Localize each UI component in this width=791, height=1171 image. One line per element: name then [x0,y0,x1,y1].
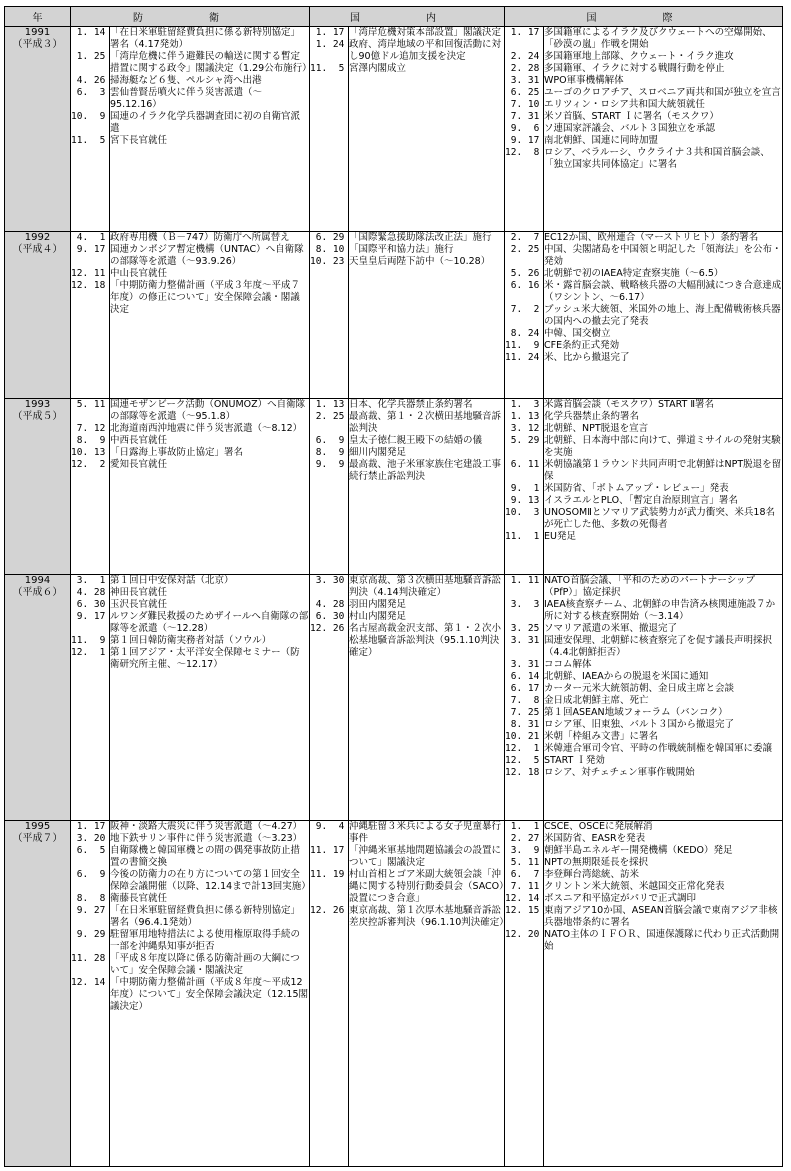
event-date: 12. 8 [505,147,540,158]
event-date: 8. 10 [310,244,345,255]
event-date: 6. 25 [505,87,540,98]
event-date: 7. 2 [505,304,540,315]
domestic-events [349,399,505,575]
event-date: 5. 11 [505,857,540,868]
year-row-1992 [5,232,783,399]
event-text: 「国際平和協力法」施行 [349,244,454,255]
event-date: 7. 12 [71,423,106,434]
event-date: 3. 12 [505,423,540,434]
event-date: 5. 29 [505,435,540,446]
international-dates [505,232,544,399]
event-date: 1. 14 [71,27,106,38]
event-text: カーター元米大統領訪朝、金日成主席と会談 [544,683,735,694]
event-text: 国連カンボジア暫定機構（UNTAC）へ自衛隊の部隊等を派遣（～93.9.26） [110,244,304,267]
event-text: 宮澤内閣成立 [349,63,407,74]
event-text: 政府専用機（Ｂ－747）防衛庁へ所属替え [110,232,290,243]
year-label: 1993 [24,399,51,410]
event-date: 9. 13 [505,495,540,506]
event-date: 9. 17 [505,135,540,146]
defense-events [110,575,310,821]
event-text: EU発足 [544,531,576,542]
event-text: 宮下長官就任 [110,135,168,146]
header-year: 年 [5,7,71,27]
year-cell [5,821,71,1167]
event-date: 12. 1 [505,743,540,754]
event-text: 米・露首脳会談、戦略核兵器の大幅削減につき合意達成（ワシントン、～6.17） [544,280,782,303]
event-date: 6. 3 [71,87,106,98]
domestic-dates [310,27,349,232]
event-date: 7. 25 [505,707,540,718]
event-date: 1. 17 [71,821,106,832]
event-text: 第１回日韓防衛実務者対話（ソウル） [110,635,272,646]
event-text: 東京高裁、第１次厚木基地騒音訴訟差戻控訴審判決（96.1.10判決確定） [349,905,509,928]
chronology-table [4,6,783,1167]
event-text: UNOSOMⅡとソマリア武装勢力が武力衝突、米兵18名が死亡した他、多数の死傷者 [544,507,776,530]
event-date: 6. 9 [71,869,106,880]
event-text: 国連モザンビーク活動（ONUMOZ）へ自衛隊の部隊等を派遣（～95.1.8） [110,399,306,422]
event-date: 6. 30 [71,599,106,610]
event-date: 4. 26 [71,75,106,86]
event-text: 「日露海上事故防止協定」署名 [110,447,244,458]
domestic-events [349,27,505,232]
event-text: 中山長官就任 [110,268,168,279]
event-text: 沖縄駐留３米兵による女子児童暴行事件 [349,821,502,844]
event-text: 米韓連合軍司令官、平時の作戦統制権を韓国軍に委譲 [544,743,773,754]
event-text: 自衛隊機と韓国軍機との間の偶発事故防止措置の書簡交換 [110,845,301,868]
event-date: 4. 28 [310,599,345,610]
event-text: NATO主体のＩＦＯＲ、国連保護隊に代わり正式活動開始 [544,929,780,952]
event-text: 最高裁、第１・２次横田基地騒音訴訟判決 [349,411,502,434]
event-date: 11. 28 [71,953,106,964]
event-date: 10. 13 [71,447,106,458]
event-text: 第１回ASEAN地域フォーラム（バンコク） [544,707,728,718]
event-date: 9. 17 [71,611,106,622]
event-text: ユーゴのクロアチア、スロベニア両共和国が独立を宣言 [544,87,781,98]
event-text: 北朝鮮、IAEAからの脱退を米国に通知 [544,671,709,682]
event-date: 1. 25 [71,51,106,62]
event-date: 12. 14 [505,893,540,904]
event-date: 6. 7 [505,869,540,880]
event-date: 6. 14 [505,671,540,682]
event-text: 南北朝鮮、国連に同時加盟 [544,135,659,146]
event-date: 10. 23 [310,256,345,267]
defense-dates [71,27,110,232]
domestic-dates [310,232,349,399]
event-text: 第１回日中安保対話（北京） [110,575,234,586]
event-date: 1. 17 [310,27,345,38]
domestic-dates [310,575,349,821]
event-text: 米ソ首脳、START Ｉに署名（モスクワ） [544,111,719,122]
event-date: 11. 9 [71,635,106,646]
event-date: 6. 30 [310,611,345,622]
event-date: 9. 9 [310,459,345,470]
event-text: 中西長官就任 [110,435,168,446]
event-text: 「中期防衛力整備計画（平成８年度～平成12年度）について」安全保障会議決定（12.15閣議決定） [110,977,309,1012]
event-text: 村山内閣発足 [349,611,407,622]
event-date: 5. 11 [71,399,106,410]
event-text: 政府、湾岸地域の平和回復活動に対し90億ドル追加支援を決定 [349,39,502,62]
event-text: 東京高裁、第３次横田基地騒音訴訟判決（4.14判決確定） [349,575,502,598]
year-cell [5,27,71,232]
event-text: 中国、尖閣諸島を中国領と明記した「領海法」を公布・発効 [544,244,782,267]
event-text: 北朝鮮で初のIAEA特定査察実施（～6.5） [544,268,724,279]
event-text: エリツィン・ロシア共和国大統領就任 [544,99,705,110]
header-row [5,7,783,27]
event-date: 8. 9 [71,435,106,446]
year-cell [5,399,71,575]
event-text: 東南アジア10か国、ASEAN首脳会議で東南アジア非核兵器地帯条約に署名 [544,905,778,928]
defense-events [110,232,310,399]
event-date: 3. 20 [71,833,106,844]
era-label: （平成７） [12,833,63,844]
event-date: 1. 24 [310,39,345,50]
event-date: 1. 3 [505,399,540,410]
domestic-events [349,575,505,821]
event-date: 11. 19 [310,869,345,880]
defense-dates [71,821,110,1167]
event-text: 日本、化学兵器禁止条約署名 [349,399,473,410]
event-date: 12. 18 [71,280,106,291]
year-label: 1995 [24,821,51,832]
event-date: 12. 15 [505,905,540,916]
event-date: 8. 9 [310,447,345,458]
event-date: 4. 1 [71,232,106,243]
event-text: 「沖縄米軍基地問題協議会の設置について」閣議決定 [349,845,502,868]
event-text: 朝鮮半島エネルギー開発機構（KEDO）発足 [544,845,733,856]
event-text: 掃海艇など６隻、ペルシャ湾へ出港 [110,75,262,86]
event-date: 12. 20 [505,929,540,940]
header-defense: 防 衛 [71,7,310,27]
event-date: 10. 9 [71,111,106,122]
event-text: 化学兵器禁止条約署名 [544,411,640,422]
international-events [544,821,783,1167]
defense-events [110,27,310,232]
event-date: 3. 30 [310,575,345,586]
event-text: 天皇皇后両陛下訪中（～10.28） [349,256,491,267]
international-dates [505,399,544,575]
event-text: 今後の防衛力の在り方についての第１回安全保障会議開催（以降、12.14まで計13回実施） [110,869,311,892]
event-date: 2. 25 [310,411,345,422]
event-text: 雲仙普賢岳噴火に伴う災害派遣（～95.12.16） [110,87,263,110]
event-text: NATO首脳会議、「平和のためのパートナーシップ（PfP）」協定採択 [544,575,756,598]
event-text: ブッシュ米大統領、米国外の地上、海上配備戦術核兵器の国内への撤去完了発表 [544,304,781,327]
event-date: 12. 2 [71,459,106,470]
event-text: 「国際緊急援助隊法改正法」施行 [349,232,492,243]
event-date: 6. 16 [505,280,540,291]
event-date: 11. 5 [71,135,106,146]
event-date: 11. 1 [505,531,540,542]
event-text: 北海道南西沖地震に伴う災害派遣（～8.12） [110,423,303,434]
domestic-dates [310,399,349,575]
event-text: ソマリア派遣の米軍、撤退完了 [544,623,678,634]
era-label: （平成４） [12,244,63,255]
event-date: 7. 10 [505,99,540,110]
event-text: 「中期防衛力整備計画（平成３年度～平成７年度）の修正について」安全保障会議・閣議決定 [110,280,301,315]
event-text: 「平成８年度以降に係る防衛計画の大綱について」安全保障会議・閣議決定 [110,953,300,976]
header-international: 国 際 [505,7,783,27]
event-text: ソ連国家評議会、バルト３国独立を承認 [544,123,716,134]
event-date: 9. 4 [310,821,345,832]
event-date: 11. 24 [505,352,540,363]
event-text: 中韓、国交樹立 [544,328,611,339]
event-text: IAEA核査察チーム、北朝鮮の申告済み核関連施設７か所に対する核査察開始（～3.14） [544,599,776,622]
event-date: 3. 3 [505,599,540,610]
event-text: ボスニア和平協定がパリで正式調印 [544,893,697,904]
international-events [544,27,783,232]
event-text: ロシア軍、旧東独、バルト３国から撤退完了 [544,719,735,730]
event-text: 皇太子徳仁親王殿下の結婚の儀 [349,435,483,446]
event-date: 1. 13 [505,411,540,422]
event-text: ルワンダ難民救援のためザイールへ自衛隊の部隊等を派遣（～12.28） [110,611,309,634]
event-date: 6. 9 [310,435,345,446]
year-row-1993 [5,399,783,575]
event-text: NPTの無期限延長を採択 [544,857,649,868]
event-date: 3. 1 [71,575,106,586]
event-text: 米露首脳会談（モスクワ）START Ⅱ署名 [544,399,715,410]
event-date: 12. 18 [505,767,540,778]
event-text: 米、比から撤退完了 [544,352,630,363]
event-date: 4. 28 [71,587,106,598]
event-text: 米国防省、「ボトムアップ・レビュー」発表 [544,483,729,494]
international-events [544,232,783,399]
domestic-dates [310,821,349,1167]
header-domestic: 国 内 [310,7,505,27]
event-date: 3. 31 [505,75,540,86]
era-label: （平成６） [12,587,63,598]
event-text: 米朝協議第１ラウンド共同声明で北朝鮮はNPT脱退を留保 [544,459,782,482]
year-label: 1991 [24,27,51,38]
event-text: 多国籍軍地上部隊、クウェート・イラク進攻 [544,51,734,62]
event-date: 9. 27 [71,905,106,916]
year-cell [5,575,71,821]
event-date: 12. 26 [310,905,345,916]
event-text: 玉沢長官就任 [110,599,168,610]
event-date: 6. 17 [505,683,540,694]
year-row-1994 [5,575,783,821]
event-date: 7. 8 [505,695,540,706]
year-row-1995 [5,821,783,1167]
event-text: 「湾岸危機対策本部設置」閣議決定 [349,27,502,38]
year-row-1991 [5,27,783,232]
event-text: 「湾岸危機に伴う避難民の輸送に関する暫定措置に関する政令」閣議決定（1.29公布施行） [110,51,312,74]
defense-dates [71,399,110,575]
international-dates [505,575,544,821]
international-events [544,399,783,575]
event-text: 神田長官就任 [110,587,168,598]
event-text: 羽田内閣発足 [349,599,407,610]
year-label: 1994 [24,575,51,586]
event-date: 12. 5 [505,755,540,766]
event-text: 駐留軍用地特措法による使用権原取得手続の一部を沖縄県知事が拒否 [110,929,301,952]
event-text: 北朝鮮、NPT脱退を宣言 [544,423,649,434]
event-text: 第１回アジア・太平洋安全保障セミナー（防衛研究所主催、～12.17） [110,647,300,670]
event-text: ロシア、ベラルーシ、ウクライナ３共和国首脳会談、「独立国家共同体協定」に署名 [544,147,770,170]
domestic-events [349,232,505,399]
event-date: 5. 26 [505,268,540,279]
event-text: イスラエルとPLO、「暫定自治原則宣言」署名 [544,495,738,506]
event-date: 6. 11 [505,459,540,470]
event-date: 3. 31 [505,635,540,646]
event-text: ロシア、対チェチェン軍事作戦開始 [544,767,695,778]
event-text: 北朝鮮、日本海中部に向けて、弾道ミサイルの発射実験を実施 [544,435,781,458]
event-date: 7. 11 [505,881,540,892]
event-text: 村山首相とゴア米副大統領会談「沖縄に関する特別行動委員会（SACO）設置につき合意」 [349,869,504,904]
event-date: 2. 7 [505,232,540,243]
event-text: 「在日米軍駐留経費負担に係る新特別協定」署名（4.17発効） [110,27,301,50]
year-label: 1992 [24,232,51,243]
event-text: 愛知長官就任 [110,459,168,470]
event-date: 3. 25 [505,623,540,634]
event-text: 米朝「枠組み文書」に署名 [544,731,659,742]
event-date: 3. 31 [505,659,540,670]
event-date: 2. 25 [505,244,540,255]
event-text: 地下鉄サリン事件に伴う災害派遣（～3.23） [110,833,303,844]
event-text: CFE条約正式発効 [544,340,620,351]
event-date: 9. 6 [505,123,540,134]
event-date: 10. 3 [505,507,540,518]
defense-dates [71,575,110,821]
event-text: EC12か国、欧州連合（マーストリヒト）条約署名 [544,232,759,243]
event-date: 9. 29 [71,929,106,940]
event-date: 2. 27 [505,833,540,844]
event-text: 李登輝台湾総統、訪米 [544,869,640,880]
international-events [544,575,783,821]
defense-events [110,821,310,1167]
event-date: 9. 1 [505,483,540,494]
event-text: 阪神・淡路大震災に伴う災害派遣（～4.27） [110,821,303,832]
event-text: START Ｉ発効 [544,755,605,766]
event-date: 8. 8 [71,893,106,904]
international-dates [505,27,544,232]
event-text: WPO軍事機構解体 [544,75,624,86]
event-date: 6. 5 [71,845,106,856]
domestic-events [349,821,509,1167]
defense-dates [71,232,110,399]
event-text: 最高裁、池子米軍家族住宅建設工事続行禁止訴訟判決 [349,459,502,482]
year-cell [5,232,71,399]
event-text: 金日成北朝鮮主席、死亡 [544,695,649,706]
event-text: 細川内閣発足 [349,447,407,458]
event-date: 7. 31 [505,111,540,122]
event-text: 国連安保理、北朝鮮に核査察完了を促す議長声明採択（4.4北朝鮮拒否） [544,635,773,658]
event-date: 1. 13 [310,399,345,410]
event-date: 12. 26 [310,623,345,634]
event-date: 12. 14 [71,977,106,988]
event-text: 多国籍軍によるイラク及びクウェートへの空爆開始、「砂漠の嵐」作戦を開始 [544,27,772,50]
event-date: 8. 24 [505,328,540,339]
event-date: 11. 17 [310,845,345,856]
event-date: 3. 9 [505,845,540,856]
event-text: クリントン米大統領、米越国交正常化発表 [544,881,725,892]
event-date: 2. 24 [505,51,540,62]
event-text: 衛藤長官就任 [110,893,168,904]
event-text: CSCE、OSCEに発展解消 [544,821,653,832]
event-date: 9. 17 [71,244,106,255]
event-text: 多国籍軍、イラクに対する戦闘行動を停止 [544,63,725,74]
defense-events [110,399,310,575]
event-date: 10. 21 [505,731,540,742]
event-date: 11. 9 [505,340,540,351]
event-date: 12. 1 [71,647,106,658]
event-date: 2. 28 [505,63,540,74]
international-dates [505,821,544,1167]
event-date: 1. 17 [505,27,540,38]
event-text: 米国防省、EASRを発表 [544,833,646,844]
event-text: 名古屋高裁金沢支部、第１・２次小松基地騒音訴訟判決（95.1.10判決確定） [349,623,502,658]
event-date: 12. 11 [71,268,106,279]
event-date: 8. 31 [505,719,540,730]
event-date: 6. 29 [310,232,345,243]
event-date: 1. 11 [505,575,540,586]
event-text: 国連のイラク化学兵器調査団に初の自衛官派遣 [110,111,301,134]
event-text: ココム解体 [544,659,592,670]
event-date: 11. 5 [310,63,345,74]
event-text: 「在日米軍駐留経費負担に係る新特別協定」署名（96.4.1発効） [110,905,301,928]
event-date: 1. 1 [505,821,540,832]
era-label: （平成３） [12,39,63,50]
era-label: （平成５） [12,411,63,422]
